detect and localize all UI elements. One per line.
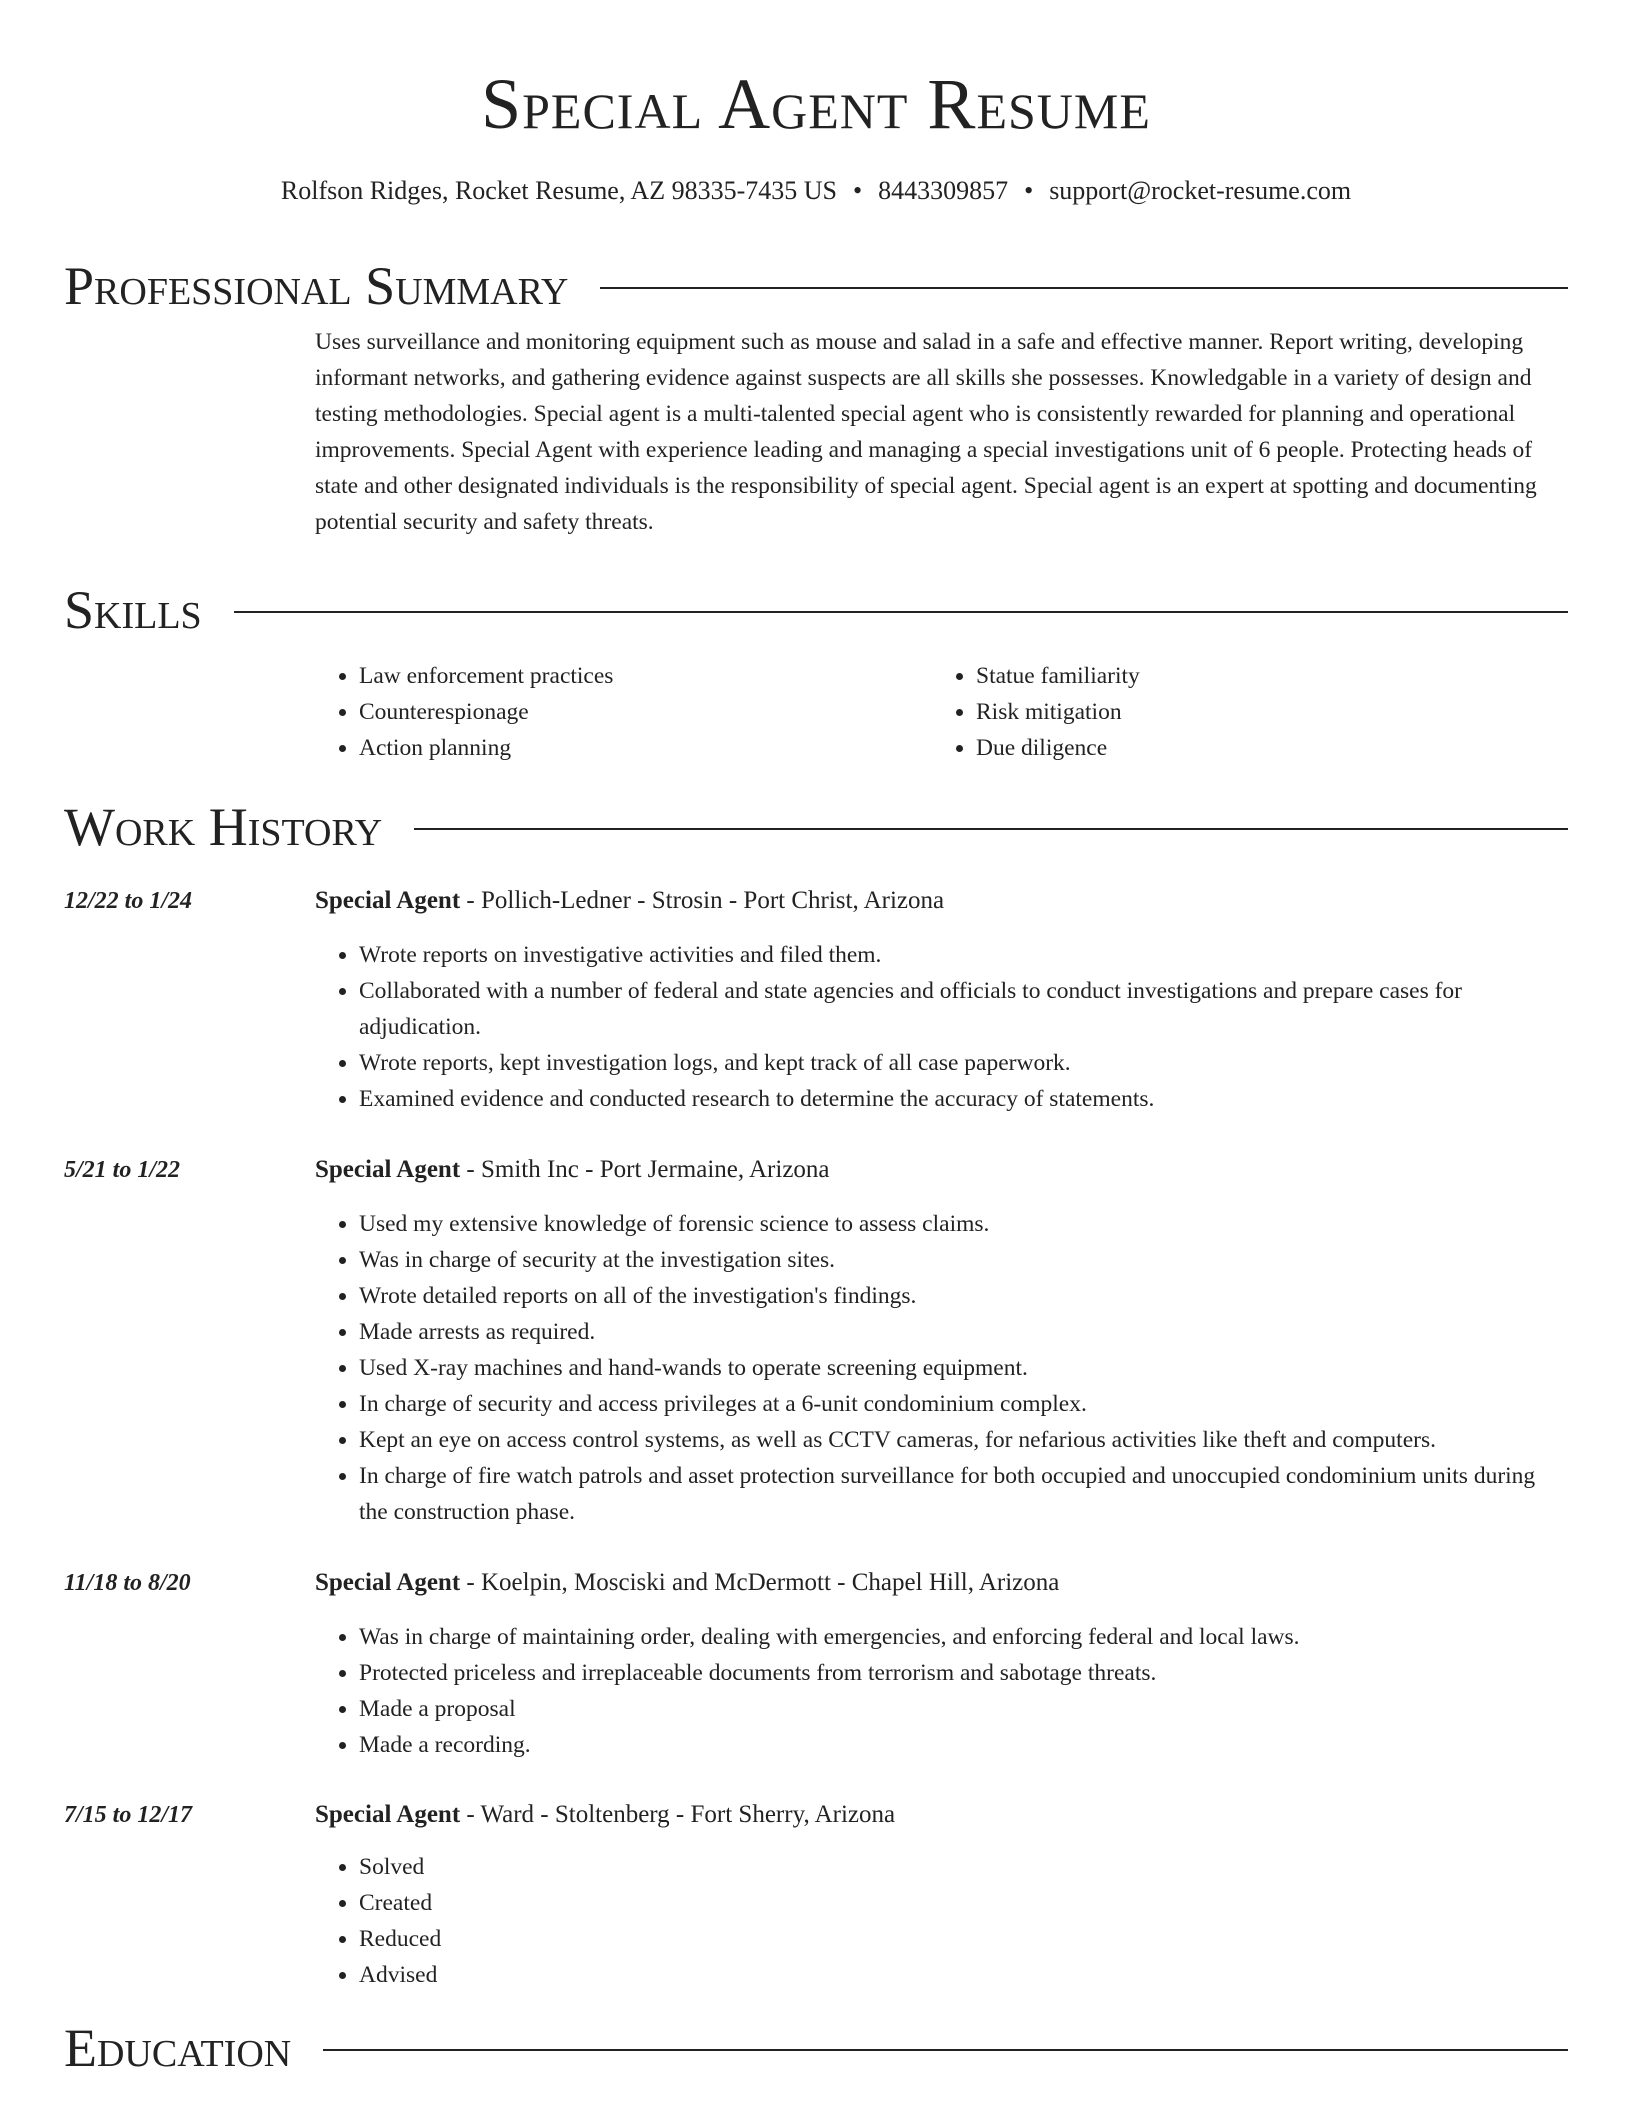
job-dates: 11/18 to 8/20 <box>64 1570 191 1596</box>
job-details <box>315 1565 1568 1763</box>
contact-separator: • <box>1024 176 1034 205</box>
job-bullets <box>315 937 1568 1117</box>
job-bullet: • Protected priceless and irreplaceable documents from terrorism and sabotage threats. <box>359 1655 1568 1691</box>
job-role: Special Agent <box>315 1569 461 1596</box>
job-bullet: • Advised <box>359 1957 1568 1993</box>
summary-text: Uses surveillance and monitoring equipment such as mouse and salad in a safe and effective manner. Report writing, developing informant networks, and gathering evidence against suspects are all skills she possesses. Knowledgable in a variety of design and testing methodologies. Special agent is a multi-talented special agent who is consistently rewarded for planning and operational improvements. Special Agent with experience leading and managing a special investigations unit of 6 people. Protecting heads of state and other designated individuals is the responsibility of special agent. Special agent is an expert at spotting and documenting potential security and safety threats. <box>315 329 1537 535</box>
education-section <box>64 2018 1568 2078</box>
resume-title: Special Agent Resume <box>481 64 1151 144</box>
job-role: Special Agent <box>315 887 461 914</box>
summary-body <box>315 324 1568 540</box>
job-bullets <box>315 1849 1568 1993</box>
skill-item: • Law enforcement practices <box>359 658 932 694</box>
section-divider <box>600 287 1568 289</box>
contact-phone: 8443309857 <box>878 176 1009 205</box>
job-bullet: • Wrote detailed reports on all of the investigation's findings. <box>359 1278 1568 1314</box>
job-entry <box>64 1565 1568 1763</box>
contact-separator: • <box>852 176 863 205</box>
education-title: Education <box>64 2018 292 2078</box>
skills-section <box>64 580 1568 766</box>
job-dates: 5/21 to 1/22 <box>64 1157 181 1183</box>
job-bullet: • Reduced <box>359 1921 1568 1957</box>
job-bullets <box>315 1206 1568 1530</box>
job-heading <box>315 1565 1568 1601</box>
job-role: Special Agent <box>315 1156 461 1183</box>
job-bullet: • Used my extensive knowledge of forensic science to assess claims. <box>359 1206 1568 1242</box>
job-bullet: • Was in charge of maintaining order, dealing with emergencies, and enforcing federal and local laws. <box>359 1619 1568 1655</box>
section-divider <box>414 828 1568 830</box>
skill-item: • Statue familiarity <box>976 658 1568 694</box>
job-bullets <box>315 1619 1568 1763</box>
job-bullet: • Used X-ray machines and hand-wands to operate screening equipment. <box>359 1350 1568 1386</box>
job-role: Special Agent <box>315 1801 461 1828</box>
skills-title: Skills <box>64 580 202 640</box>
job-bullet: • Created <box>359 1885 1568 1921</box>
skill-item: • Risk mitigation <box>976 694 1568 730</box>
job-entry <box>64 883 1568 1117</box>
job-bullet: • Wrote reports on investigative activities and filed them. <box>359 937 1568 973</box>
job-details <box>315 1797 1568 1993</box>
job-bullet: • Was in charge of security at the investigation sites. <box>359 1242 1568 1278</box>
job-bullet: • Made a recording. <box>359 1727 1568 1763</box>
job-entry <box>64 1152 1568 1530</box>
skills-grid <box>315 658 1568 766</box>
work-title: Work History <box>64 797 383 857</box>
skills-list-right <box>932 658 1568 766</box>
job-bullet: • Made arrests as required. <box>359 1314 1568 1350</box>
skill-item: • Due diligence <box>976 730 1568 766</box>
summary-heading <box>64 256 1568 316</box>
job-company: - Koelpin, Mosciski and McDermott - Chapel Hill, Arizona <box>460 1569 1060 1596</box>
job-bullet: • Kept an eye on access control systems, as well as CCTV cameras, for nefarious activities like theft and computers. <box>359 1422 1568 1458</box>
skills-heading <box>64 580 1568 640</box>
contact-line <box>0 174 1632 208</box>
job-bullet: • In charge of fire watch patrols and asset protection surveillance for both occupied and unoccupied condominium units during the construction phase. <box>359 1458 1568 1530</box>
job-entry <box>64 1797 1568 1993</box>
contact-email: support@rocket-resume.com <box>1049 176 1352 205</box>
job-heading <box>315 883 1568 919</box>
summary-section <box>64 256 1568 540</box>
job-bullet: • Solved <box>359 1849 1568 1885</box>
job-dates: 12/22 to 1/24 <box>64 888 193 914</box>
summary-title: Professional Summary <box>64 256 569 316</box>
section-divider <box>234 611 1568 613</box>
job-dates: 7/15 to 12/17 <box>64 1802 193 1828</box>
contact-address: Rolfson Ridges, Rocket Resume, AZ 98335-7435 US <box>280 176 837 205</box>
job-bullet: • Collaborated with a number of federal and state agencies and officials to conduct investigations and prepare cases for adjudication. <box>359 973 1568 1045</box>
job-company: - Ward - Stoltenberg - Fort Sherry, Arizona <box>460 1801 896 1828</box>
work-section <box>64 797 1568 857</box>
job-bullet: • Made a proposal <box>359 1691 1568 1727</box>
job-bullet: • Examined evidence and conducted research to determine the accuracy of statements. <box>359 1081 1568 1117</box>
job-bullet: • In charge of security and access privileges at a 6-unit condominium complex. <box>359 1386 1568 1422</box>
education-heading <box>64 2018 1568 2078</box>
job-company: - Smith Inc - Port Jermaine, Arizona <box>460 1156 830 1183</box>
job-heading <box>315 1797 1568 1833</box>
job-details <box>315 1152 1568 1530</box>
work-heading <box>64 797 1568 857</box>
job-company: - Pollich-Ledner - Strosin - Port Christ, Arizona <box>460 887 945 914</box>
skill-item: • Action planning <box>359 730 932 766</box>
job-details <box>315 883 1568 1117</box>
job-heading <box>315 1152 1568 1188</box>
skills-list-left <box>315 658 932 766</box>
skill-item: • Counterespionage <box>359 694 932 730</box>
job-bullet: • Wrote reports, kept investigation logs, and kept track of all case paperwork. <box>359 1045 1568 1081</box>
section-divider <box>323 2049 1568 2051</box>
